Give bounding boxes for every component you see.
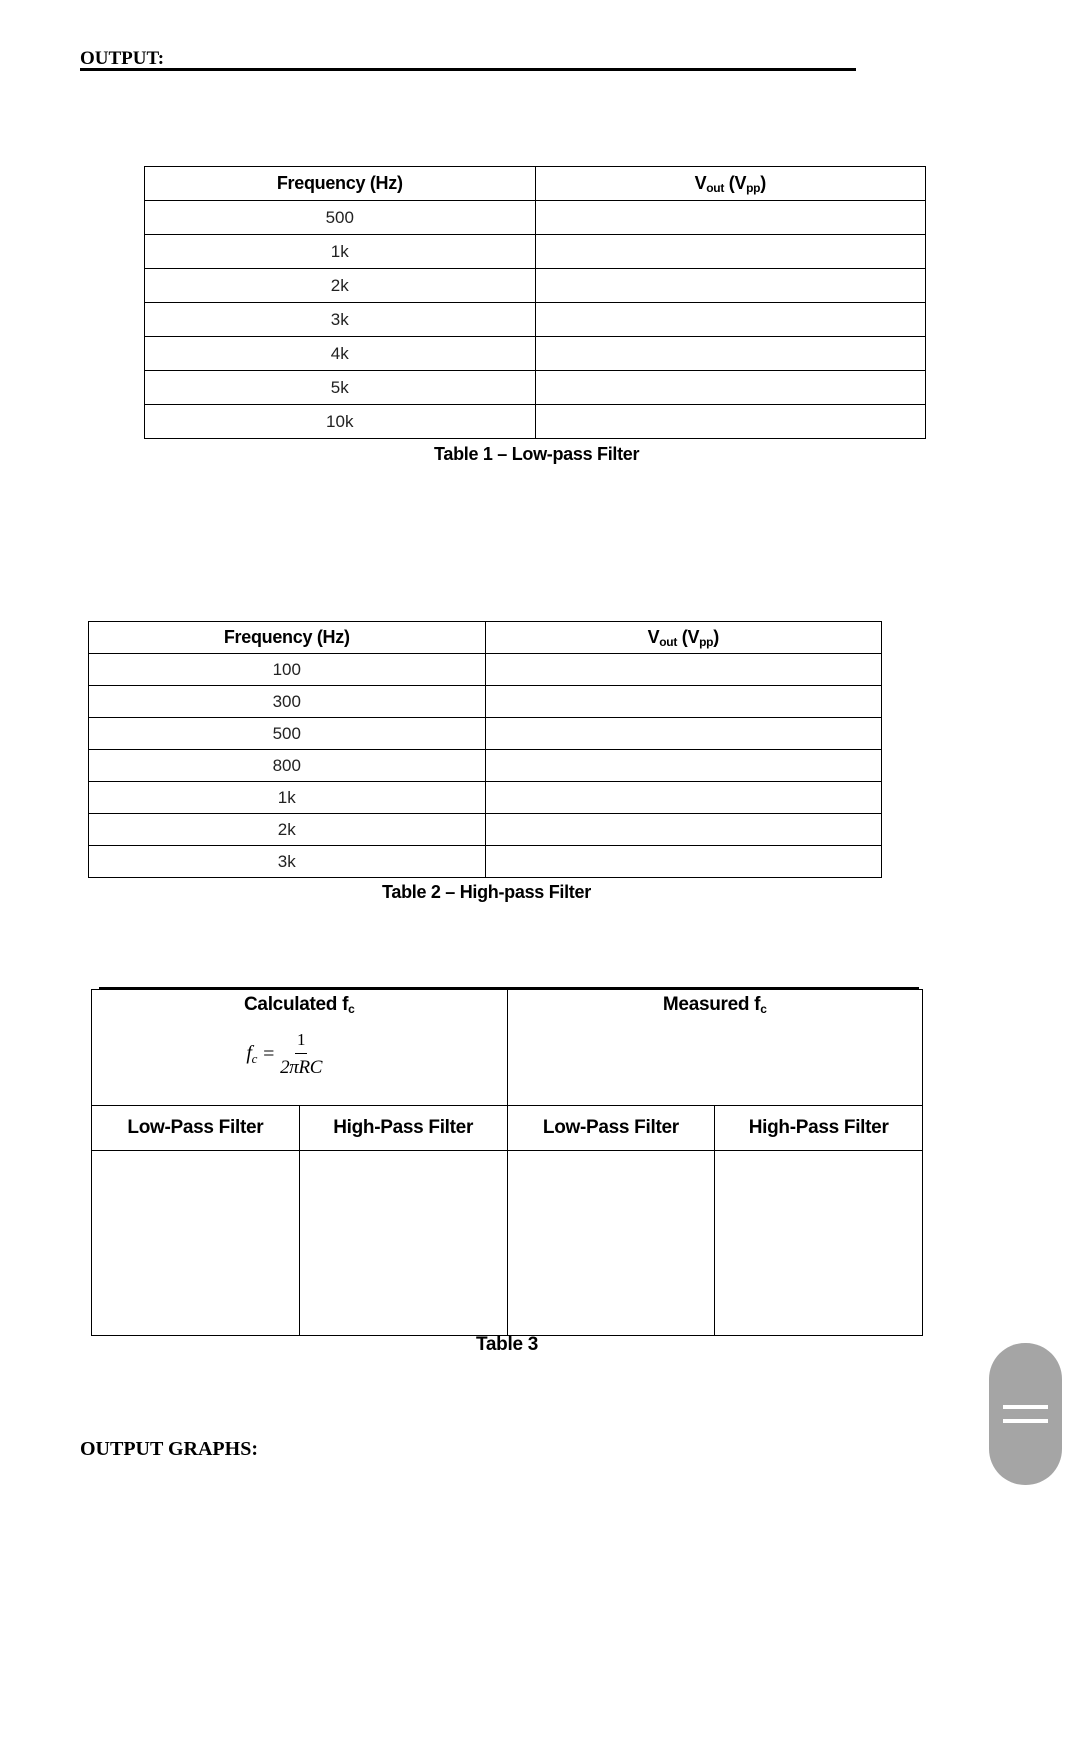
vout-header xyxy=(485,622,882,654)
vout-unit-open: (V xyxy=(677,626,700,647)
vout-symbol: V xyxy=(647,626,660,647)
meas-high-pass-header: High-Pass Filter xyxy=(715,1106,923,1151)
table-row xyxy=(145,303,926,337)
frequency-cell: 500 xyxy=(89,718,486,750)
vout-unit-subscript: pp xyxy=(746,180,761,195)
vout-cell[interactable] xyxy=(485,750,882,782)
table-row xyxy=(89,718,882,750)
measured-fc-label: Measured f xyxy=(662,994,761,1015)
table-row xyxy=(145,405,926,439)
formula-numerator: 1 xyxy=(295,1030,307,1054)
cutoff-formula xyxy=(246,1030,322,1079)
vout-cell[interactable] xyxy=(485,718,882,750)
formula-equals: = xyxy=(263,1043,275,1065)
table-row xyxy=(145,269,926,303)
output-heading: OUTPUT: xyxy=(80,48,165,69)
frequency-cell: 5k xyxy=(145,371,536,405)
vout-cell[interactable] xyxy=(535,303,926,337)
vout-symbol: V xyxy=(694,172,707,193)
calculated-fc-subscript: c xyxy=(348,1002,355,1016)
vout-cell[interactable] xyxy=(535,371,926,405)
table-row xyxy=(89,814,882,846)
frequency-cell: 300 xyxy=(89,686,486,718)
table-row xyxy=(145,235,926,269)
frequency-cell: 100 xyxy=(89,654,486,686)
frequency-cell: 3k xyxy=(145,303,536,337)
table-row xyxy=(89,750,882,782)
frequency-cell: 2k xyxy=(89,814,486,846)
vout-cell[interactable] xyxy=(535,405,926,439)
vout-unit-open: (V xyxy=(724,172,747,193)
meas-low-pass-cell[interactable] xyxy=(507,1151,715,1336)
vout-unit-subscript: pp xyxy=(699,634,714,649)
vout-cell[interactable] xyxy=(485,814,882,846)
calc-low-pass-cell[interactable] xyxy=(92,1151,300,1336)
vout-unit-close: ) xyxy=(713,626,719,647)
calculated-fc-header xyxy=(92,990,508,1106)
table-row xyxy=(89,654,882,686)
table-row xyxy=(92,1151,923,1336)
frequency-cell: 10k xyxy=(145,405,536,439)
calculated-fc-label: Calculated f xyxy=(244,994,349,1015)
vout-cell[interactable] xyxy=(485,686,882,718)
formula-lhs: f xyxy=(246,1042,252,1064)
table-row xyxy=(89,686,882,718)
table-row xyxy=(145,337,926,371)
vout-cell[interactable] xyxy=(485,782,882,814)
table3-caption: Table 3 xyxy=(476,1334,538,1355)
frequency-cell: 4k xyxy=(145,337,536,371)
vout-cell[interactable] xyxy=(535,201,926,235)
table-row xyxy=(145,201,926,235)
frequency-cell: 800 xyxy=(89,750,486,782)
frequency-cell: 3k xyxy=(89,846,486,878)
formula-fraction xyxy=(280,1030,322,1079)
low-pass-table xyxy=(144,166,926,439)
vout-cell[interactable] xyxy=(485,654,882,686)
frequency-cell: 500 xyxy=(145,201,536,235)
formula-lhs-subscript: c xyxy=(251,1051,258,1066)
vout-unit-close: ) xyxy=(760,172,766,193)
formula-denominator: 2πRC xyxy=(280,1057,323,1078)
table-row xyxy=(89,782,882,814)
frequency-cell: 1k xyxy=(89,782,486,814)
table2-caption: Table 2 – High-pass Filter xyxy=(382,882,591,902)
table-subheader-row xyxy=(92,1106,923,1151)
table-row xyxy=(145,371,926,405)
table-header-row xyxy=(92,990,923,1106)
frequency-header: Frequency (Hz) xyxy=(89,622,486,654)
vout-subscript: out xyxy=(706,180,725,195)
calc-high-pass-cell[interactable] xyxy=(299,1151,507,1336)
meas-high-pass-cell[interactable] xyxy=(715,1151,923,1336)
meas-low-pass-header: Low-Pass Filter xyxy=(507,1106,715,1151)
vout-cell[interactable] xyxy=(535,269,926,303)
measured-fc-subscript: c xyxy=(760,1002,767,1016)
output-graphs-heading: OUTPUT GRAPHS: xyxy=(80,1438,258,1460)
vout-cell[interactable] xyxy=(535,337,926,371)
measured-fc-header xyxy=(507,990,923,1106)
frequency-header: Frequency (Hz) xyxy=(145,167,536,201)
high-pass-table xyxy=(88,621,882,878)
output-underline xyxy=(80,68,856,71)
table-header-row xyxy=(145,167,926,201)
table-row xyxy=(89,846,882,878)
cutoff-frequency-table xyxy=(91,989,923,1336)
vout-cell[interactable] xyxy=(485,846,882,878)
calc-low-pass-header: Low-Pass Filter xyxy=(92,1106,300,1151)
table-header-row xyxy=(89,622,882,654)
drag-handle-icon[interactable] xyxy=(989,1343,1062,1485)
vout-cell[interactable] xyxy=(535,235,926,269)
vout-header xyxy=(535,167,926,201)
frequency-cell: 1k xyxy=(145,235,536,269)
vout-subscript: out xyxy=(659,634,678,649)
table1-caption: Table 1 – Low-pass Filter xyxy=(434,444,640,464)
frequency-cell: 2k xyxy=(145,269,536,303)
calc-high-pass-header: High-Pass Filter xyxy=(299,1106,507,1151)
